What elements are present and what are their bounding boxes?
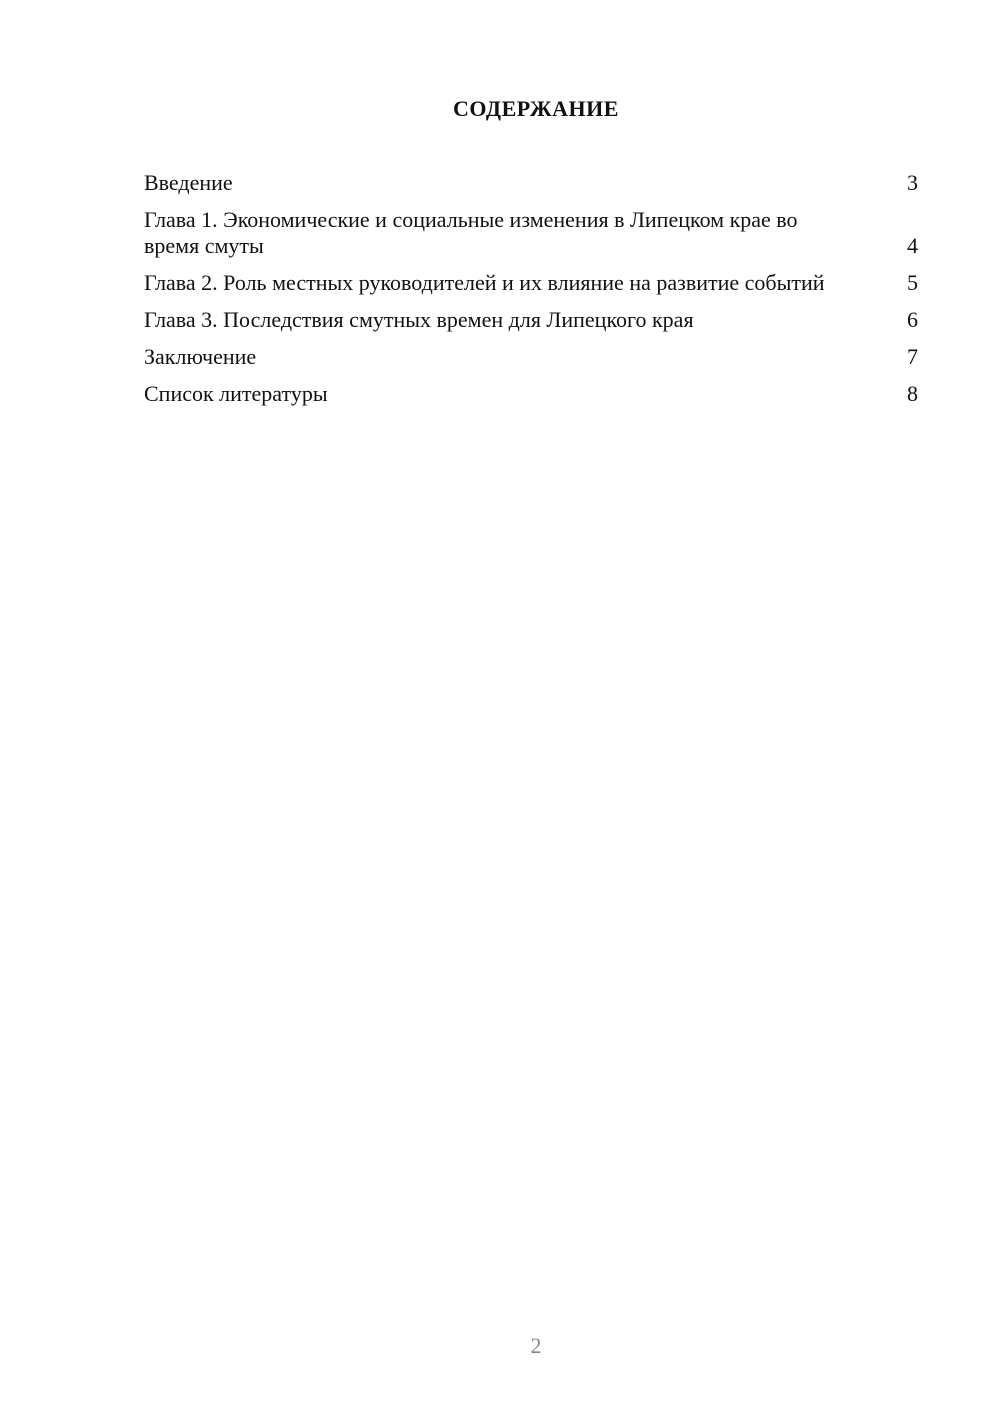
page-title: СОДЕРЖАНИЕ — [453, 96, 619, 121]
toc-entry-page: 8 — [907, 381, 918, 406]
toc-entry-chapter-1 — [144, 207, 920, 259]
toc-entry-conclusion — [144, 344, 920, 370]
page-number: 2 — [530, 1333, 542, 1358]
toc-entry-title: Заключение — [144, 344, 257, 369]
toc-entry-title: Глава 3. Последствия смутных времен для Липецкого края — [144, 307, 694, 332]
toc-entry-bibliography — [144, 381, 920, 407]
toc-entry-title: Список литературы — [144, 381, 328, 406]
table-of-contents — [144, 170, 920, 418]
toc-entry-title: Глава 1. Экономические и социальные изменения в Липецком крае во время смуты — [144, 207, 798, 258]
toc-entry-title: Глава 2. Роль местных руководителей и их влияние на развитие событий — [144, 270, 825, 295]
toc-entry-page: 7 — [907, 344, 918, 369]
toc-entry-chapter-3 — [144, 307, 920, 333]
toc-entry-page: 4 — [907, 233, 918, 258]
toc-entry-page: 5 — [907, 270, 918, 295]
toc-entry-page: 3 — [907, 170, 918, 195]
toc-entry-page: 6 — [907, 307, 918, 332]
toc-entry-title: Введение — [144, 170, 233, 195]
toc-entry-chapter-2 — [144, 270, 920, 296]
toc-entry-introduction — [144, 170, 920, 196]
